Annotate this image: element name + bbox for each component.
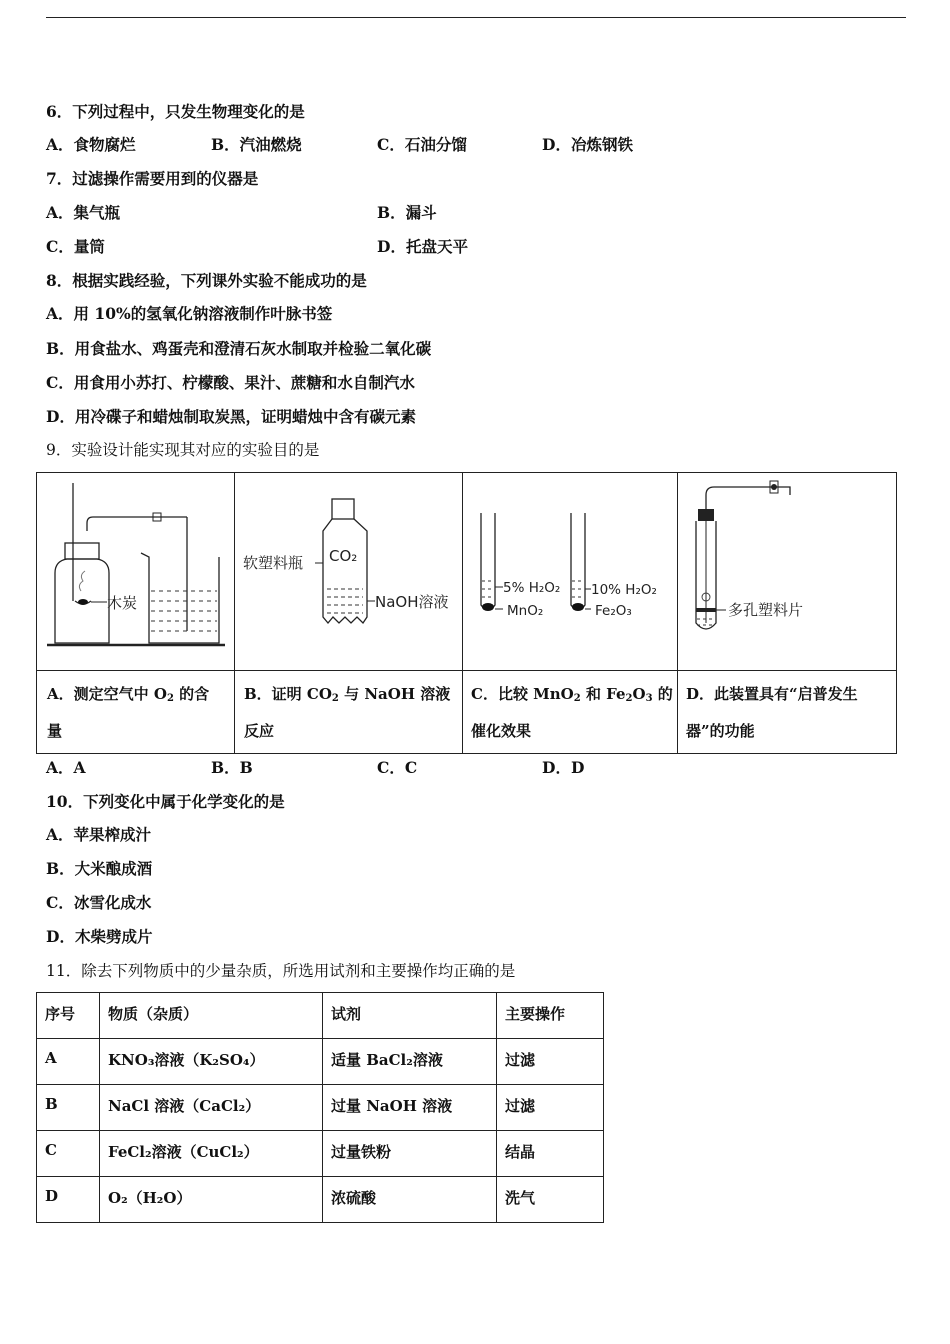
- q8-option-a[interactable]: A．用 10%的氢氧化钠溶液制作叶脉书签: [46, 304, 333, 323]
- q10-option-d[interactable]: D．木柴劈成片: [46, 927, 153, 946]
- row-reagent: 过量铁粉: [323, 1131, 497, 1177]
- apparatus-c-illustration: [463, 473, 677, 670]
- row-substance: O₂（H₂O）: [100, 1177, 323, 1223]
- label-porous-plate: 多孔塑料片: [728, 601, 804, 619]
- q11-table: [36, 992, 604, 1223]
- header-reagent: 试剂: [323, 993, 497, 1039]
- header-rule: [46, 17, 906, 18]
- row-substance: KNO₃溶液（K₂SO₄）: [100, 1039, 323, 1085]
- table-row: [37, 1085, 604, 1131]
- q9-caption-b: B．证明 $CO_2$ 与 NaOH 溶液 反应: [244, 685, 451, 740]
- q9-option-d[interactable]: D．D: [542, 758, 585, 777]
- q11-stem: 11．除去下列物质中的少量杂质，所选用试剂和主要操作均正确的是: [46, 962, 516, 980]
- table-row: [37, 1177, 604, 1223]
- q10-option-b[interactable]: B．大米酿成酒: [46, 859, 153, 878]
- q9-caption-d: D．此装置具有“启普发生 器”的功能: [686, 685, 858, 740]
- q7-option-b[interactable]: B．漏斗: [377, 203, 437, 222]
- q10-option-a[interactable]: A．苹果榨成汁: [46, 825, 152, 844]
- q9-figure-table: [36, 472, 897, 754]
- q6-option-c[interactable]: C．石油分馏: [377, 135, 467, 154]
- label-charcoal: 木炭: [107, 594, 138, 612]
- q6-option-a[interactable]: A．食物腐烂: [46, 135, 136, 154]
- q9-option-c[interactable]: C．C: [377, 758, 418, 777]
- label-fe2o3: Fe₂O₃: [595, 603, 632, 619]
- q9-caption-a: A．测定空气中 $O_2$ 的含 量: [47, 685, 210, 740]
- q7-option-d[interactable]: D．托盘天平: [377, 237, 468, 256]
- apparatus-d-illustration: [678, 473, 897, 670]
- row-operation: 过滤: [497, 1039, 604, 1085]
- row-substance: FeCl₂溶液（CuCl₂）: [100, 1131, 323, 1177]
- q7-stem: 7．过滤操作需要用到的仪器是: [46, 169, 259, 188]
- q8-option-c[interactable]: C．用食用小苏打、柠檬酸、果汁、蔗糖和水自制汽水: [46, 373, 415, 392]
- q9-caption-c: C．比较 MnO$_2$ 和 $Fe_2O_3$ 的 催化效果: [471, 685, 673, 740]
- label-co2: CO₂: [329, 547, 358, 565]
- row-reagent: 过量 NaOH 溶液: [323, 1085, 497, 1131]
- q8-option-d[interactable]: D．用冷碟子和蜡烛制取炭黑，证明蜡烛中含有碳元素: [46, 407, 416, 426]
- table-row: [37, 1131, 604, 1177]
- q8-stem: 8．根据实践经验，下列课外实验不能成功的是: [46, 271, 367, 290]
- q9-option-b[interactable]: B．B: [211, 758, 253, 777]
- row-operation: 洗气: [497, 1177, 604, 1223]
- q7-option-c[interactable]: C．量筒: [46, 237, 105, 256]
- q7-option-a[interactable]: A．集气瓶: [46, 203, 121, 222]
- label-soft-bottle: 软塑料瓶: [243, 554, 304, 572]
- row-id: C: [37, 1131, 100, 1177]
- label-naoh: NaOH溶液: [375, 593, 449, 611]
- row-id: D: [37, 1177, 100, 1223]
- header-id: 序号: [37, 993, 100, 1039]
- q6-option-b[interactable]: B．汽油燃烧: [211, 135, 302, 154]
- q10-stem: 10．下列变化中属于化学变化的是: [46, 792, 285, 811]
- header-substance: 物质（杂质）: [100, 993, 323, 1039]
- row-reagent: 浓硫酸: [323, 1177, 497, 1223]
- row-substance: NaCl 溶液（CaCl₂）: [100, 1085, 323, 1131]
- q8-option-b[interactable]: B．用食盐水、鸡蛋壳和澄清石灰水制取并检验二氧化碳: [46, 339, 432, 358]
- label-h2o2-10: 10% H₂O₂: [591, 582, 657, 598]
- label-h2o2-5: 5% H₂O₂: [503, 580, 561, 596]
- row-id: B: [37, 1085, 100, 1131]
- row-operation: 结晶: [497, 1131, 604, 1177]
- row-reagent: 适量 BaCl₂溶液: [323, 1039, 497, 1085]
- q11-header-row: [37, 993, 604, 1039]
- q9-stem: 9．实验设计能实现其对应的实验目的是: [46, 441, 320, 459]
- q6-option-d[interactable]: D．冶炼钢铁: [542, 135, 633, 154]
- row-id: A: [37, 1039, 100, 1085]
- apparatus-a-illustration: [37, 473, 234, 670]
- q6-stem: 6．下列过程中，只发生物理变化的是: [46, 102, 305, 121]
- q9-option-a[interactable]: A．A: [46, 758, 86, 777]
- row-operation: 过滤: [497, 1085, 604, 1131]
- label-mno2: MnO₂: [507, 603, 544, 619]
- apparatus-b-illustration: [235, 473, 462, 670]
- q10-option-c[interactable]: C．冰雪化成水: [46, 893, 152, 912]
- header-operation: 主要操作: [497, 993, 604, 1039]
- table-row: [37, 1039, 604, 1085]
